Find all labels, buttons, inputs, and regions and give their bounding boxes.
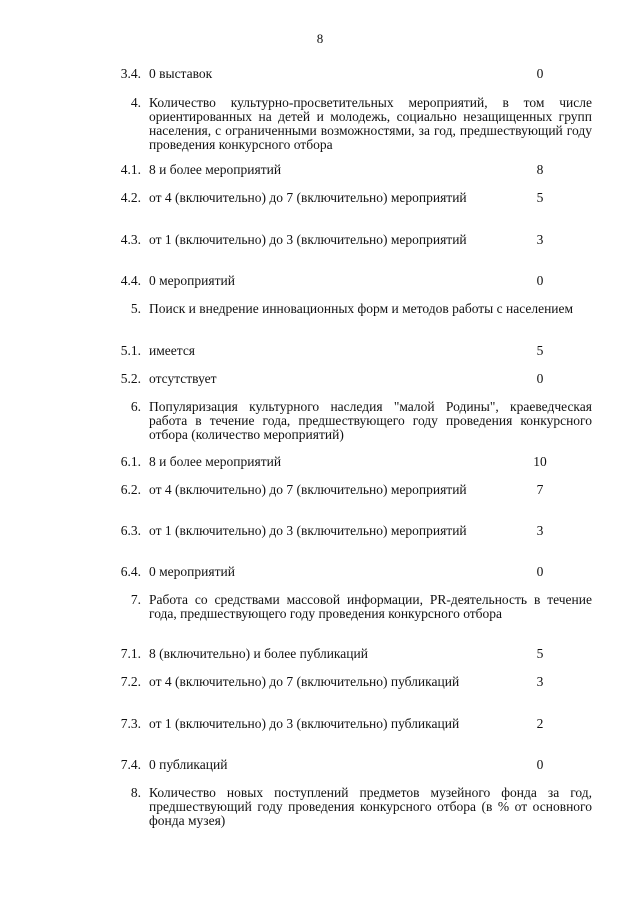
page-number: 8: [316, 31, 324, 46]
item-score: 5: [536, 646, 544, 661]
item-description: от 1 (включительно) до 3 (включительно) публикаций: [149, 716, 460, 731]
item-number: 4.4.: [120, 273, 141, 288]
item-number: 6.2.: [120, 482, 141, 497]
item-description: 8 (включительно) и более публикаций: [149, 646, 368, 661]
item-description: Количество культурно-просветительных мероприятий, в том числе ориентированных на детей и молодежь, социально незащищенных групп населения, с ограниченными возможностями, за год, предшествующий году проведения конкурсного отбора: [149, 95, 592, 152]
item-number: 7.1.: [120, 646, 141, 661]
item-description: Популяризация культурного наследия "малой Родины", краеведческая работа в течение года, предшествующего году проведения конкурсного отбора (количество мероприятий): [149, 399, 592, 442]
item-description: Количество новых поступлений предметов музейного фонда за год, предшествующий году проведения конкурсного отбора (в % от основного фонда музея): [149, 785, 592, 828]
item-score: 0: [536, 66, 544, 81]
item-number: 4.2.: [120, 190, 141, 205]
item-number: 6.: [130, 399, 141, 414]
item-description: от 4 (включительно) до 7 (включительно) мероприятий: [149, 482, 467, 497]
item-number: 4.: [130, 95, 141, 110]
item-description: 0 публикаций: [149, 757, 228, 772]
item-description: 0 выставок: [149, 66, 213, 81]
item-description: от 4 (включительно) до 7 (включительно) публикаций: [149, 674, 460, 689]
item-description: Поиск и внедрение инновационных форм и методов работы с населением: [149, 301, 574, 316]
item-score: 3: [536, 674, 544, 689]
item-score: 5: [536, 190, 544, 205]
item-description: от 1 (включительно) до 3 (включительно) мероприятий: [149, 232, 467, 247]
item-description: имеется: [149, 343, 196, 358]
item-number: 5.2.: [120, 371, 141, 386]
item-description: 8 и более мероприятий: [149, 162, 282, 177]
item-number: 7.2.: [120, 674, 141, 689]
item-score: 8: [536, 162, 544, 177]
item-score: 0: [536, 273, 544, 288]
item-number: 6.3.: [120, 523, 141, 538]
item-number: 6.1.: [120, 454, 141, 469]
item-number: 7.4.: [120, 757, 141, 772]
item-number: 6.4.: [120, 564, 141, 579]
item-number: 7.3.: [120, 716, 141, 731]
item-number: 5.1.: [120, 343, 141, 358]
item-description: от 1 (включительно) до 3 (включительно) мероприятий: [149, 523, 467, 538]
item-score: 10: [533, 454, 547, 469]
item-score: 2: [536, 716, 544, 731]
item-number: 7.: [130, 592, 141, 607]
item-description: отсутствует: [149, 371, 217, 386]
item-score: 0: [536, 371, 544, 386]
item-description: 8 и более мероприятий: [149, 454, 282, 469]
item-score: 0: [536, 564, 544, 579]
item-number: 3.4.: [120, 66, 141, 81]
item-score: 7: [536, 482, 544, 497]
item-number: 4.1.: [120, 162, 141, 177]
item-description: Работа со средствами массовой информации, PR-деятельность в течение года, предшествующего году проведения конкурсного отбора: [149, 592, 592, 621]
item-description: 0 мероприятий: [149, 273, 235, 288]
item-number: 4.3.: [120, 232, 141, 247]
item-number: 8.: [130, 785, 141, 800]
item-score: 0: [536, 757, 544, 772]
item-score: 3: [536, 523, 544, 538]
item-score: 5: [536, 343, 544, 358]
item-score: 3: [536, 232, 544, 247]
item-description: 0 мероприятий: [149, 564, 235, 579]
item-number: 5.: [130, 301, 141, 316]
item-description: от 4 (включительно) до 7 (включительно) мероприятий: [149, 190, 467, 205]
